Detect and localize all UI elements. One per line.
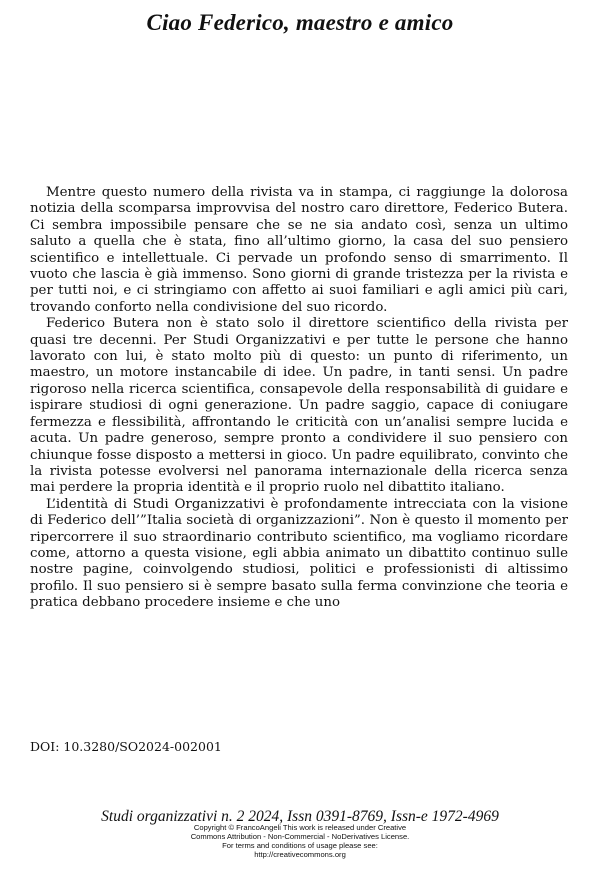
license-notice: [0, 823, 600, 859]
paragraph: L’identità di Studi Organizzativi è profondamente intrecciata con la visione di Federico dell’”Italia società di organizzazioni”. Non è questo il momento per ripercorrere il suo straordinario contributo scientifico, ma vogliamo ricordare come, attorno a questa visione, egli abbia animato un dibattito continuo sulle nostre pagine, coinvolgendo studiosi, politici e professionisti di altissimo profilo. Il suo pensiero si è sempre basato sulla ferma convinzione che teoria e pratica debbano procedere insieme e che uno: [30, 496, 568, 611]
license-line: Commons Attribution - Non-Commercial - NoDerivatives License.: [190, 832, 410, 841]
doi-line: DOI: 10.3280/SO2024-002001: [30, 739, 222, 754]
license-link[interactable]: http://creativecommons.org: [254, 850, 346, 859]
license-line: Copyright © FrancoAngeli This work is released under Creative: [193, 823, 407, 832]
paragraph: Federico Butera non è stato solo il direttore scientifico della rivista per quasi tre decenni. Per Studi Organizzativi e per tutte le persone che hanno lavorato con lui, è stato molto più di questo: un punto di riferimento, un maestro, un motore instancabile di idee. Un padre, in tanti sensi. Un padre rigoroso nella ricerca scientifica, consapevole della responsabilità di guidare e ispirare studiosi di ogni generazione. Un padre saggio, capace di coniugare fermezza e flessibilità, affrontando le criticità con un’analisi sempre lucida e acuta. Un padre generoso, sempre pronto a condividere il suo pensiero con chiunque fosse disposto a mettersi in gioco. Un padre equilibrato, convinto che la rivista potesse evolversi nel panorama internazionale della ricerca senza mai perdere la propria identità e il proprio ruolo nel dibattito italiano.: [30, 316, 568, 496]
article-body: [30, 185, 568, 612]
article-title: Ciao Federico, maestro e amico: [146, 10, 454, 35]
paragraph: Mentre questo numero della rivista va in stampa, ci raggiunge la dolorosa notizia della scomparsa improvvisa del nostro caro direttore, Federico Butera. Ci sembra impossibile pensare che se ne sia andato così, senza un ultimo saluto a quella che è stata, fino all’ultimo giorno, la casa del suo pensiero scientifico e intellettuale. Ci pervade un profondo senso di smarrimento. Il vuoto che lascia è già immenso. Sono giorni di grande tristezza per la rivista e per tutti noi, e ci stringiamo con affetto ai suoi familiari e agli amici più cari, trovando conforto nella condivisione del suo ricordo.: [30, 185, 568, 315]
license-line: For terms and conditions of usage please see:: [222, 841, 378, 850]
journal-citation: Studi organizzativi n. 2 2024, Issn 0391-8769, Issn-e 1972-4969: [101, 808, 499, 825]
